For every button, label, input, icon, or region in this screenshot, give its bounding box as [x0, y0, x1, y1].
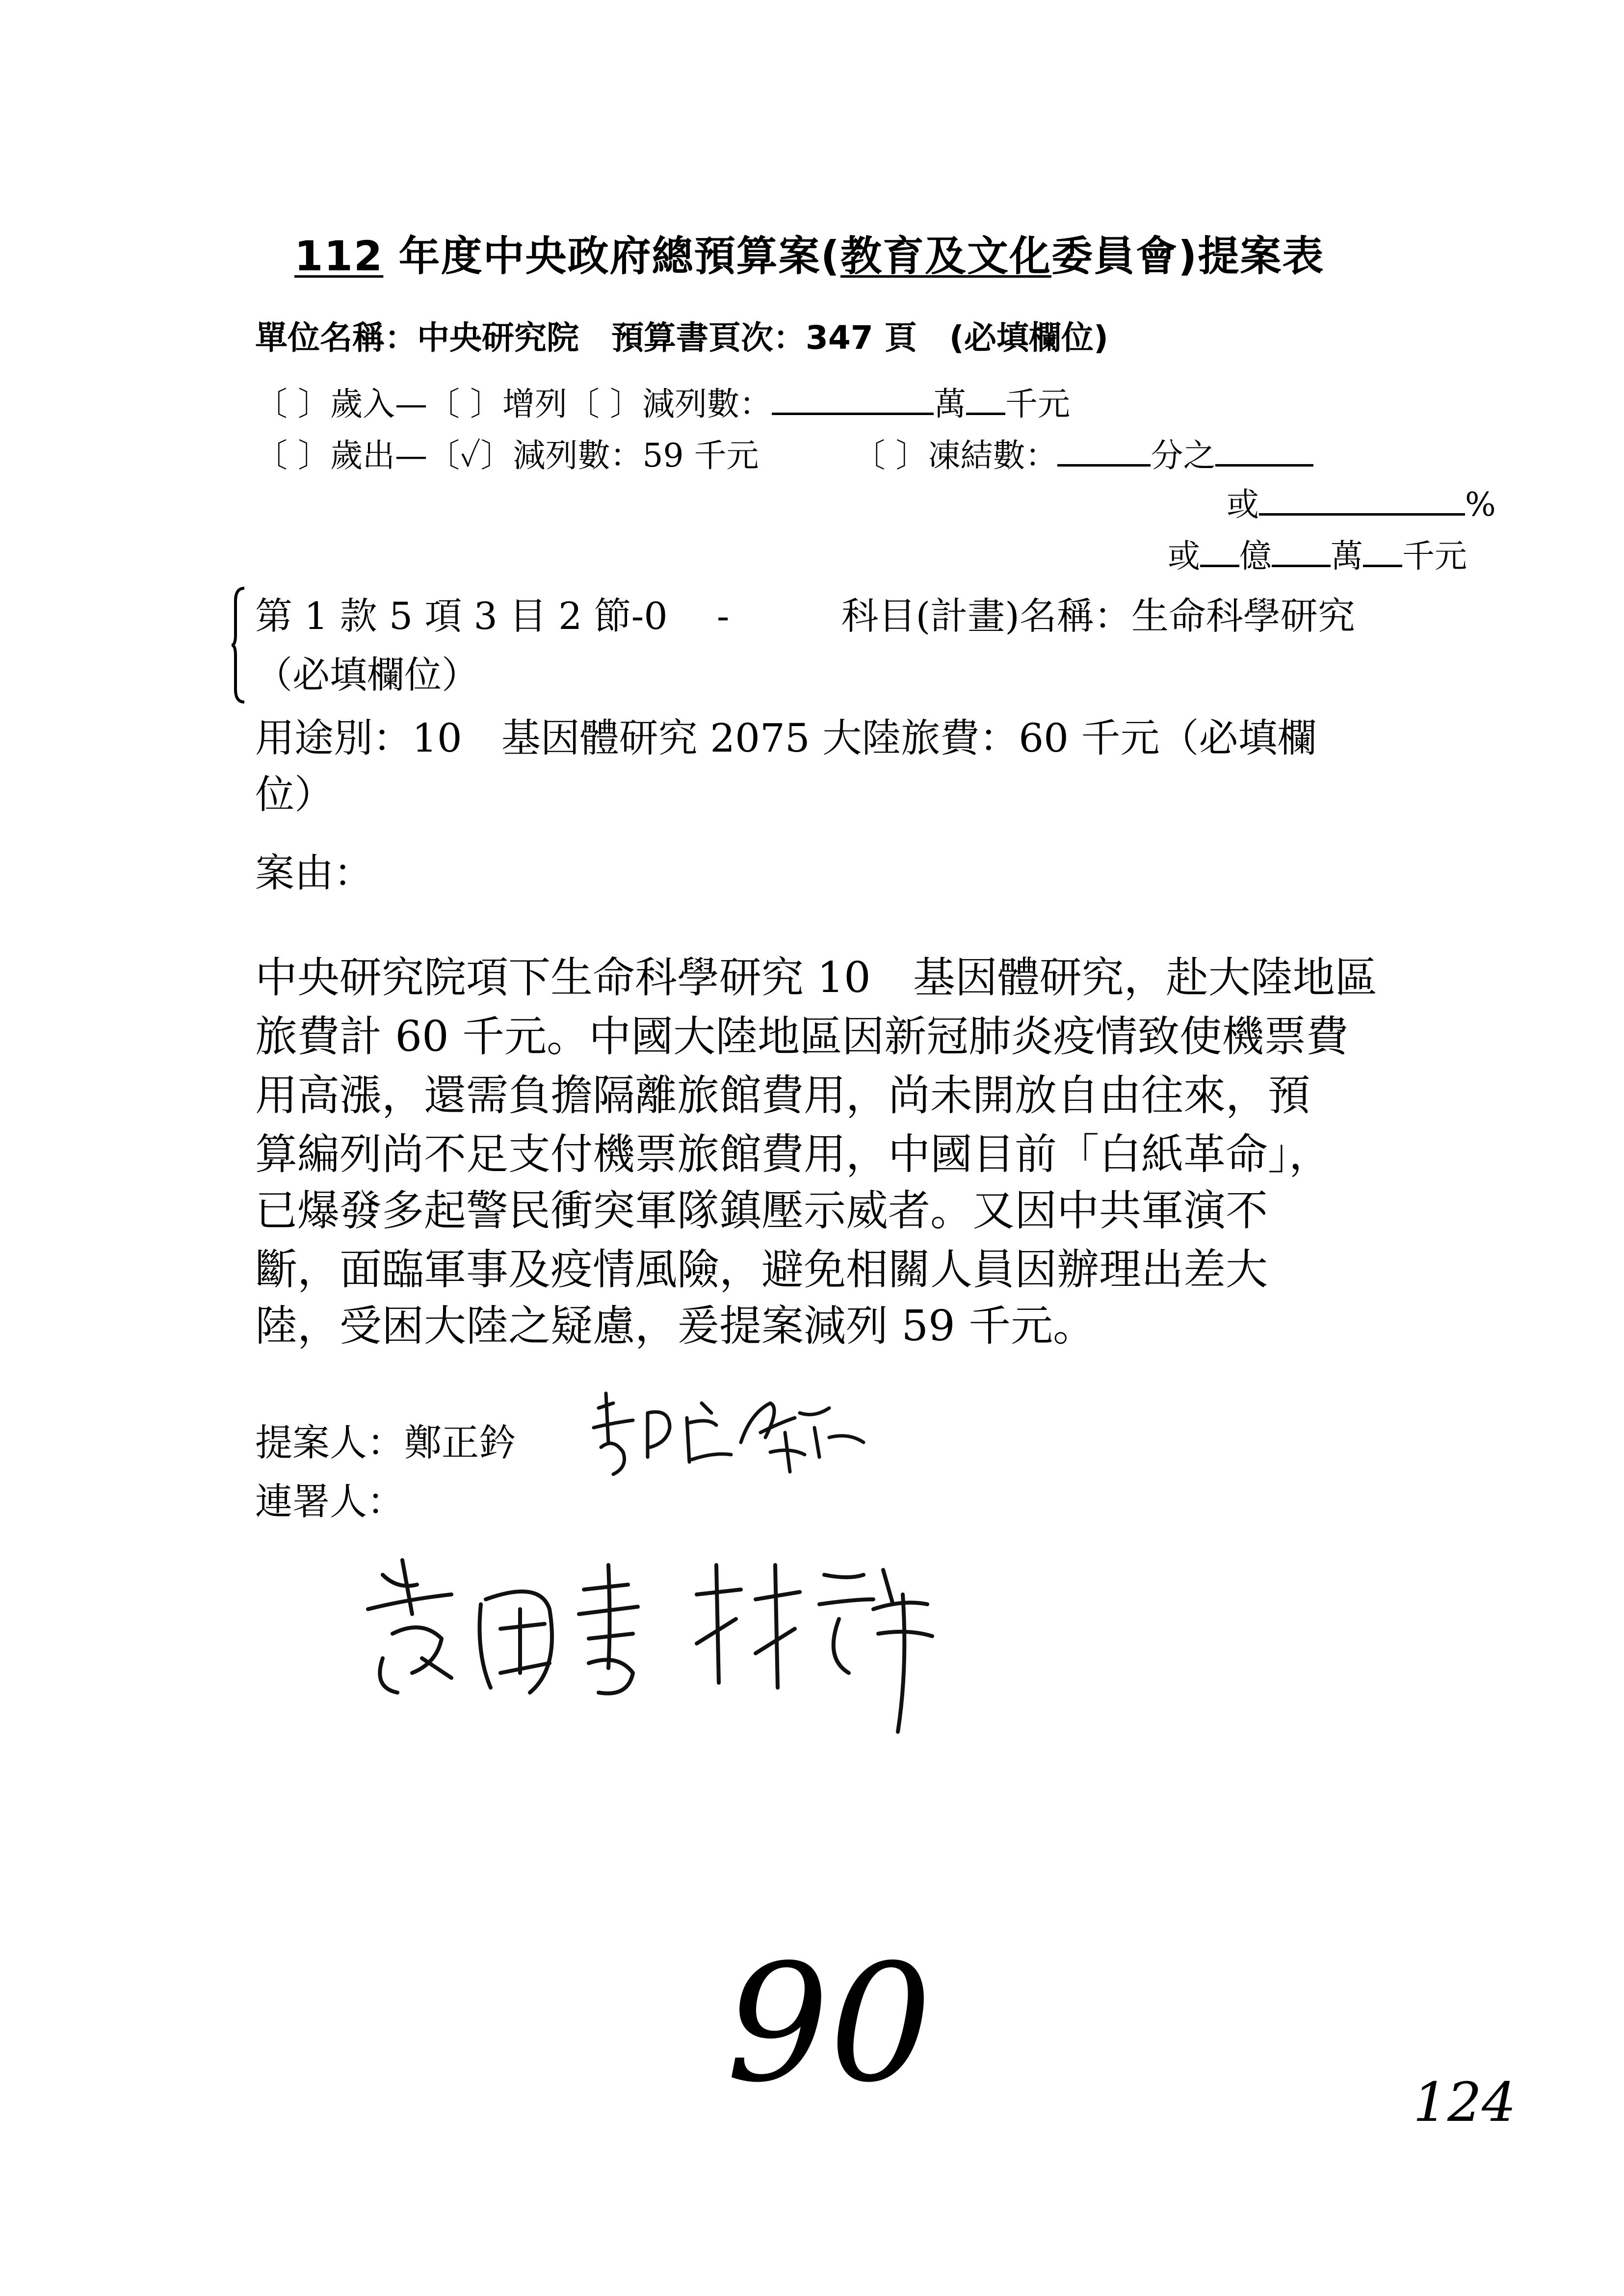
- reason-line-1: 中央研究院項下生命科學研究 10 基因體研究，赴大陸地區: [255, 953, 1377, 1002]
- expense-left: 〔 〕歲出—〔✓〕減列數：59 千元: [255, 437, 759, 474]
- form-title: [294, 223, 1324, 283]
- freeze-label: 〔 〕凍結數：: [853, 437, 1058, 474]
- or-amount-line: [1168, 530, 1467, 576]
- or-label-2: 或: [1168, 537, 1200, 575]
- unit-line: 單位名稱：中央研究院 預算書頁次：347 頁 (必填欄位): [255, 319, 1109, 357]
- reason-label: 案由：: [255, 850, 373, 896]
- reason-line-5: 已爆發多起警民衝突軍隊鎮壓示威者。又因中共軍演不: [255, 1186, 1268, 1235]
- title-committee: 教育及文化: [840, 232, 1051, 280]
- proposer-line: 提案人：鄭正鈐: [255, 1421, 516, 1464]
- revenue-blank: [772, 384, 934, 415]
- cosigner-signatures: [353, 1545, 1114, 1751]
- revenue-line: [255, 378, 1070, 424]
- item-line-1: 第 1 款 5 項 3 目 2 節-0 - 科目(計畫)名稱：生命科學研究: [255, 594, 1355, 638]
- title-year: 112: [294, 232, 384, 280]
- bracket-mark: [231, 586, 245, 704]
- yi-label: 億: [1239, 537, 1272, 575]
- percent-sign: %: [1465, 486, 1496, 523]
- wan-blank: [1272, 536, 1331, 567]
- qian-blank: [1363, 536, 1402, 567]
- or-percent-line: [1227, 478, 1496, 525]
- purpose-line-2: 位）: [255, 772, 334, 817]
- qian-label: 千元: [1402, 537, 1467, 575]
- percent-blank: [1259, 485, 1465, 516]
- reason-line-7: 陸，受困大陸之疑慮，爰提案減列 59 千元。: [255, 1302, 1096, 1351]
- title-end: 委員會)提案表: [1051, 232, 1325, 280]
- yi-blank: [1200, 536, 1239, 567]
- or-label: 或: [1227, 486, 1259, 523]
- freeze-blank-2: [1215, 436, 1313, 467]
- item-line-2: （必填欄位）: [255, 653, 479, 697]
- cosigner-line: 連署人：: [255, 1480, 404, 1523]
- corner-mark: 124: [1413, 2071, 1516, 2134]
- revenue-qian: 千元: [1005, 385, 1070, 423]
- reason-line-3: 用高漲，還需負擔隔離旅館費用，尚未開放自由往來，預: [255, 1071, 1310, 1120]
- wan-label: 萬: [1331, 537, 1363, 575]
- revenue-blank-2: [966, 384, 1005, 415]
- revenue-wan: 萬: [933, 385, 966, 423]
- page-mark: 90: [726, 1930, 932, 2118]
- proposer-signature: [584, 1374, 888, 1491]
- purpose-line-1: 用途別：10 基因體研究 2075 大陸旅費：60 千元（必填欄: [255, 715, 1317, 761]
- expense-line: [255, 429, 1313, 476]
- reason-line-6: 斷，面臨軍事及疫情風險，避免相關人員因辦理出差大: [255, 1245, 1268, 1294]
- title-middle: 年度中央政府總預算案(: [383, 232, 840, 280]
- freeze-fenzhi: 分之: [1151, 437, 1216, 474]
- revenue-prefix: 〔 〕歲入—〔 〕增列〔 〕減列數：: [255, 385, 772, 423]
- reason-line-2: 旅費計 60 千元。中國大陸地區因新冠肺炎疫情致使機票費: [255, 1012, 1349, 1061]
- reason-line-4: 算編列尚不足支付機票旅館費用，中國目前「白紙革命」，: [255, 1130, 1331, 1179]
- freeze-blank-1: [1057, 436, 1151, 467]
